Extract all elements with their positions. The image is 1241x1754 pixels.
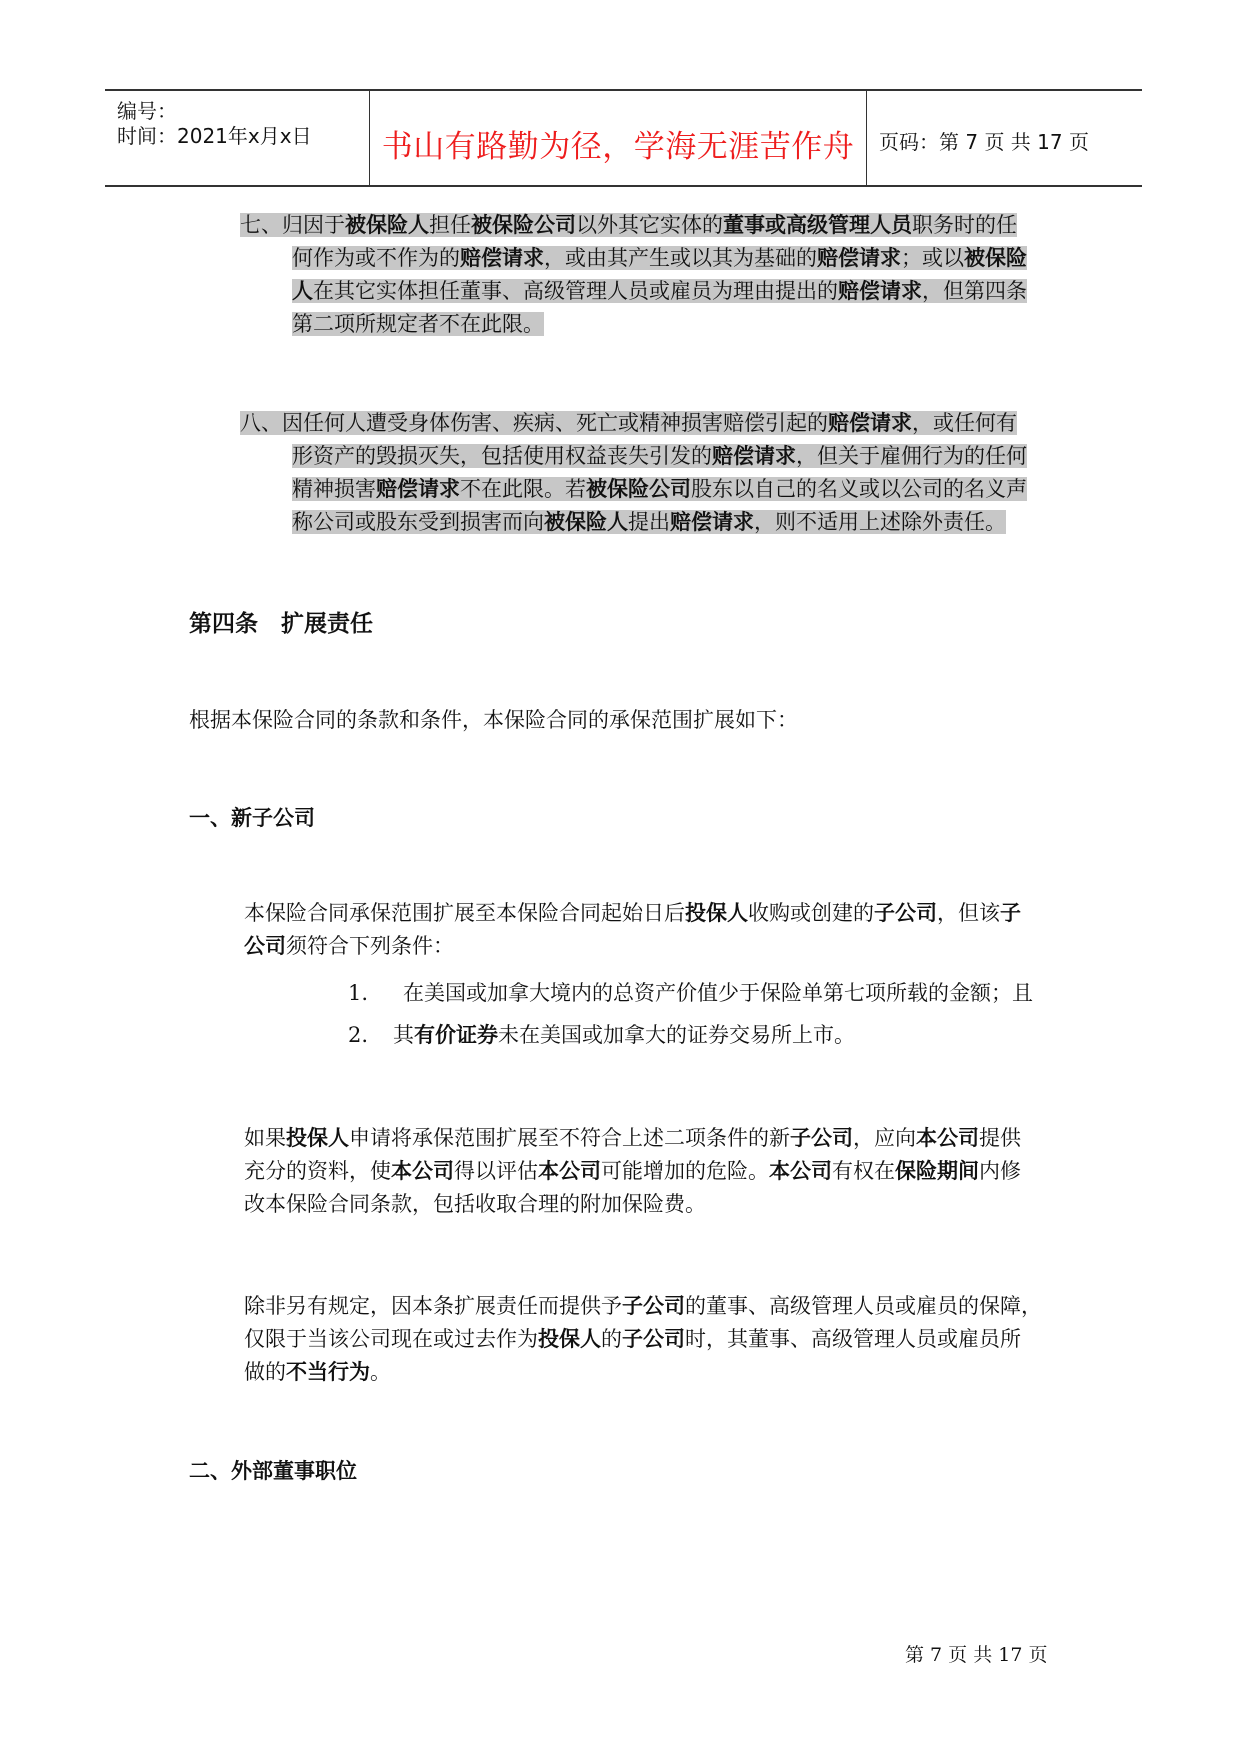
- text: ；或以: [901, 246, 964, 270]
- text: 充分的资料，使: [244, 1159, 391, 1183]
- term: 本公司: [538, 1159, 601, 1183]
- list-item: [348, 977, 1033, 1019]
- term: 子: [1000, 901, 1021, 925]
- clause-eight-line-2: [292, 444, 1027, 468]
- term: 被保险: [964, 246, 1027, 270]
- list-item: [348, 1019, 1033, 1061]
- term: 人: [292, 279, 313, 303]
- term: 本公司: [916, 1126, 979, 1150]
- text: 可能增加的危险。: [601, 1159, 769, 1183]
- text: 本保险合同承保范围扩展至本保险合同起始日后: [244, 901, 685, 925]
- text: 申请将承保范围扩展至不符合上述二项条件的新: [349, 1126, 790, 1150]
- page-footer: 第 7 页 共 17 页: [905, 1644, 1048, 1666]
- text: 职务时的任: [912, 213, 1017, 237]
- text: 提供: [979, 1126, 1021, 1150]
- text: 不在此限。若: [460, 477, 586, 501]
- text: 精神损害: [292, 477, 376, 501]
- text: 有权在: [832, 1159, 895, 1183]
- term: 保险期间: [895, 1159, 979, 1183]
- text: 。: [370, 1360, 391, 1384]
- text: 八、因任何人遭受身体伤害、疾病、死亡或精神损害赔偿引起的: [240, 411, 828, 435]
- term: 子公司: [874, 901, 937, 925]
- condition-list: [348, 977, 1033, 1061]
- term: 赔偿请求: [828, 411, 912, 435]
- motto: 书山有路勤为径，学海无涯苦作舟: [381, 129, 855, 165]
- text: 除非另有规定，因本条扩展责任而提供予: [244, 1294, 622, 1318]
- article-four-title: 第四条 扩展责任: [189, 611, 373, 637]
- clause-seven-line-4: 第二项所规定者不在此限。: [292, 312, 544, 336]
- text: 内修: [979, 1159, 1021, 1183]
- clause-seven-line-3: [292, 279, 1027, 303]
- section-one-paragraph-2: [244, 1122, 1104, 1221]
- text: 改本保险合同条款，包括收取合理的附加保险费。: [244, 1192, 706, 1216]
- text: 在其它实体担任董事、高级管理人员或雇员为理由提出的: [313, 279, 838, 303]
- clause-eight: [240, 407, 1100, 539]
- term: 投保人: [538, 1327, 601, 1351]
- text: 股东以自己的名义或以公司的名义声: [691, 477, 1027, 501]
- text: 做的: [244, 1360, 286, 1384]
- term: 有价证券: [414, 1023, 498, 1047]
- section-two-title: 二、外部董事职位: [189, 1459, 357, 1483]
- clause-seven-line-2: [292, 246, 1027, 270]
- term: 子公司: [622, 1294, 685, 1318]
- text: 担任: [429, 213, 471, 237]
- term: 被保险公司: [471, 213, 576, 237]
- term: 董事或高级管理人员: [723, 213, 912, 237]
- clause-eight-line-4: [292, 510, 1006, 534]
- number-label: 编号：: [117, 99, 177, 123]
- header-motto-cell: [370, 91, 867, 185]
- term: 子公司: [790, 1126, 853, 1150]
- text: 如果: [244, 1126, 286, 1150]
- text: 收购或创建的: [748, 901, 874, 925]
- term: 赔偿请求: [376, 477, 460, 501]
- header-page-cell: [867, 91, 1142, 185]
- term: 被保险公司: [586, 477, 691, 501]
- clause-eight-line-1: [240, 411, 1017, 435]
- text: 未在美国或加拿大的证券交易所上市。: [498, 1023, 855, 1047]
- header-info-cell: [105, 91, 370, 185]
- clause-seven: [240, 209, 1100, 341]
- page-code: 页码：第 7 页 共 17 页: [879, 130, 1089, 154]
- term: 本公司: [769, 1159, 832, 1183]
- term: 不当行为: [286, 1360, 370, 1384]
- text: 其: [393, 1023, 414, 1047]
- time-label: 时间：2021年x月x日: [117, 124, 312, 148]
- term: 公司: [244, 934, 286, 958]
- text: ，应向: [853, 1126, 916, 1150]
- section-one-paragraph-1: [244, 897, 1104, 963]
- intro-text: 根据本保险合同的条款和条件，本保险合同的承保范围扩展如下：: [189, 708, 798, 732]
- text: 须符合下列条件：: [286, 934, 454, 958]
- term: 本公司: [391, 1159, 454, 1183]
- text: 以外其它实体的: [576, 213, 723, 237]
- section-one-paragraph-3: [244, 1290, 1104, 1389]
- text: ，但第四条: [922, 279, 1027, 303]
- text: 称公司或股东受到损害而向: [292, 510, 544, 534]
- clause-seven-line-1: [240, 213, 1017, 237]
- text: ，或任何有: [912, 411, 1017, 435]
- term: 子公司: [622, 1327, 685, 1351]
- text: 仅限于当该公司现在或过去作为: [244, 1327, 538, 1351]
- text: ，或由其产生或以其为基础的: [544, 246, 817, 270]
- term: 赔偿请求: [670, 510, 754, 534]
- term: 赔偿请求: [817, 246, 901, 270]
- term: 被保险人: [345, 213, 429, 237]
- text: ，但该: [937, 901, 1000, 925]
- text: 得以评估: [454, 1159, 538, 1183]
- term: 赔偿请求: [838, 279, 922, 303]
- term: 被保险人: [544, 510, 628, 534]
- text: 何作为或不作为的: [292, 246, 460, 270]
- text: 七、归因于: [240, 213, 345, 237]
- text: 形资产的毁损灭失，包括使用权益丧失引发的: [292, 444, 712, 468]
- text: 时，其董事、高级管理人员或雇员所: [685, 1327, 1021, 1351]
- text: 的: [601, 1327, 622, 1351]
- list-number: 2.: [348, 1023, 369, 1047]
- term: 投保人: [685, 901, 748, 925]
- text: 提出: [628, 510, 670, 534]
- text: ，则不适用上述除外责任。: [754, 510, 1006, 534]
- text: ，但关于雇佣行为的任何: [796, 444, 1027, 468]
- term: 赔偿请求: [712, 444, 796, 468]
- text: 在美国或加拿大境内的总资产价值少于保险单第七项所载的金额；且: [403, 981, 1033, 1005]
- list-number: 1.: [348, 981, 369, 1005]
- article-four-intro: [189, 704, 798, 737]
- clause-eight-line-3: [292, 477, 1027, 501]
- term: 投保人: [286, 1126, 349, 1150]
- section-one-title: 一、新子公司: [189, 806, 315, 830]
- text: 的董事、高级管理人员或雇员的保障，: [685, 1294, 1042, 1318]
- document-header: [105, 89, 1142, 187]
- term: 赔偿请求: [460, 246, 544, 270]
